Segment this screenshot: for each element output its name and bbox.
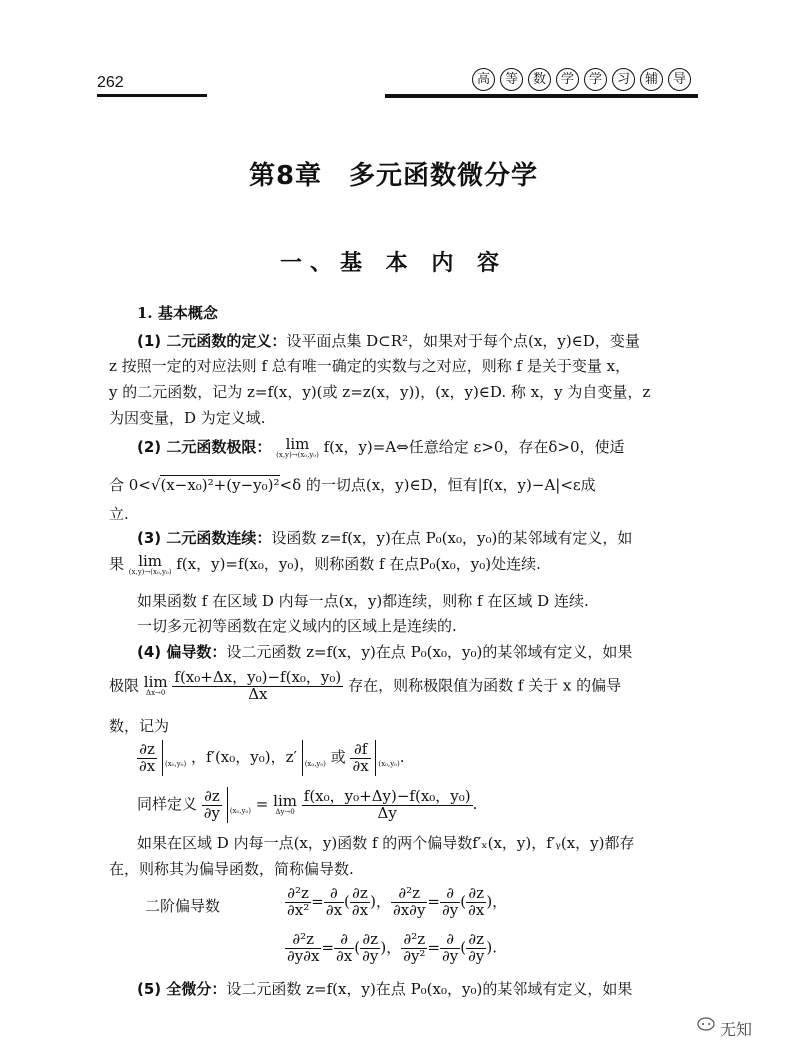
p5-line1 (137, 978, 632, 999)
frac-y-den: Δy (377, 803, 397, 822)
header-rule-right (385, 94, 698, 98)
p4-post: 存在，则称极限值为函数 f 关于 x 的偏导 (348, 676, 622, 695)
p2-post: <δ 的一切点(x，y)∈D，恒有|f(x，y)−A|<ε成 (279, 476, 596, 494)
frac-y-num: f(x₀，y₀+Δy)−f(x₀，y₀) (303, 786, 471, 805)
p3-line3: 如果函数 f 在区域 D 内每一点(x，y)都连续，则称 f 在区域 D 连续. (137, 592, 589, 610)
p3-line4: 一切多元初等函数在定义域内的区域上是连续的. (137, 617, 457, 635)
book-title-char: 导 (668, 68, 691, 91)
p1-label: (1) 二元函数的定义： (137, 332, 287, 350)
p4-limit-y: lim Δy→0 (273, 792, 297, 816)
p2-limit: lim (x,y)→(x₀,y₀) (276, 435, 319, 459)
p1-text1: 设平面点集 D⊂R²，如果对于每个点(x，y)∈D，变量 (286, 332, 640, 350)
second-order-row2: $\frac{\text{∂²z}}{\partial y\partial x}$ = $\frac{\partial}{\partial x}$ ( $\frac{\partial z}{\partial y}$ )， $\frac{\text{∂²z}}{\text{∂y²}}$ = $\frac{\partial}{\partial y}$ ( $\frac{\partial z}{\partial y}$ ). (287, 930, 497, 965)
frac-num: f(x₀+Δx，y₀)−f(x₀，y₀) (174, 668, 342, 686)
book-title-char: 习 (612, 68, 635, 91)
notation-mid: ，f′(x₀，y₀)，z′ (190, 748, 297, 766)
book-title-char: 学 (556, 68, 579, 91)
subsection-heading: 1. 基本概念 (137, 304, 218, 322)
p2-text1: f(x，y)=A⇔任意给定 ε>0，存在δ>0，使适 (323, 438, 625, 456)
p4-line5: 在，则称其为偏导函数，简称偏导数. (109, 860, 354, 878)
p2-label: (2) 二元函数极限： (137, 438, 272, 456)
watermark-text: 无知 (720, 1020, 753, 1039)
p3-line2 (109, 553, 541, 576)
p4-label: (4) 偏导数： (137, 643, 227, 661)
df-dx: $\frac{\partial f}{\partial x}$ (352, 739, 369, 775)
p1-line2: z 按照一定的对应法则 f 总有唯一确定的实数与之对应，则称 f 是关于变量 x， (109, 357, 631, 375)
p3-line1 (137, 527, 632, 548)
second-order-row1: $\frac{\text{∂²z}}{\text{∂x²}}$ = $\frac{\partial}{\partial x}$ ( $\frac{\partial z}{\partial x}$ )， $\frac{\text{∂²z}}{\partial x\partial y}$ = $\frac{\partial}{\partial y}$ ( $\frac{\partial z}{\partial x}$ )， (287, 884, 508, 919)
lim-y-sub: Δy→0 (275, 808, 295, 816)
p4-line3: 数，记为 (109, 717, 170, 735)
p4-line2 (109, 670, 621, 703)
eval-bar-4: (x₀,y₀) (227, 787, 251, 823)
p4-pre: 极限 (109, 676, 140, 695)
p3-lim-sub: (x,y)→(x₀,y₀) (128, 568, 172, 576)
book-title-header (472, 68, 696, 91)
p4-text1: 设二元函数 z=f(x，y)在点 P₀(x₀，y₀)的某邻域有定义，如果 (226, 643, 633, 661)
p4-same: 同样定义 $\frac{\partial z}{\partial y}$ (x₀,y₀) = lim Δy→0 $\frac{\text{f(x₀，y₀+Δy)−f(x₀，y₀)}}{\Delta y}$ . (137, 786, 478, 822)
book-title-char: 数 (528, 68, 551, 91)
book-title-char: 学 (584, 68, 607, 91)
chapter-title: 第8章 多元函数微分学 (248, 161, 539, 191)
p1-line3: y 的二元函数，记为 z=f(x，y)(或 z=z(x，y))，(x，y)∈D. 称 x，y 为自变量，z (109, 383, 651, 401)
sqrt-body: (x−x₀)²+(y−y₀)² (160, 476, 280, 494)
frac-den: Δx (248, 684, 268, 703)
p4-line1 (137, 641, 632, 662)
p2-line1 (137, 436, 625, 459)
p3-limit: lim (x,y)→(x₀,y₀) (128, 552, 172, 576)
notation-or: 或 (330, 748, 346, 766)
dz-dy: $\frac{\partial z}{\partial y}$ (203, 786, 221, 822)
p2-line3: 立. (109, 505, 129, 523)
eval-bar-2: (x₀,y₀) (302, 740, 326, 776)
p3-post: f(x，y)=f(x₀，y₀)，则称函数 f 在点P₀(x₀，y₀)处连续. (176, 555, 541, 573)
p4-limit (144, 675, 168, 697)
sqrt-sign: √ (150, 476, 161, 494)
chat-bubble-icon (697, 1016, 717, 1034)
section-title: 一、基 本 内 容 (280, 250, 507, 276)
p2-lim-sub: (x,y)→(x₀,y₀) (276, 451, 319, 459)
p1-line4: 为因变量，D 为定义域. (109, 409, 266, 427)
p5-label: (5) 全微分： (137, 980, 227, 998)
p2-pre: 合 0< (109, 476, 151, 494)
book-title-char: 高 (472, 68, 495, 91)
lim-word: lim (143, 673, 168, 692)
dz-dx: $\frac{\partial z}{\partial x}$ (139, 739, 156, 775)
partial-x-fraction (172, 670, 343, 703)
book-title-char: 等 (500, 68, 523, 91)
p4-notation: $\frac{\partial z}{\partial x}$ (x₀,y₀) ，f′(x₀，y₀)，z′ (x₀,y₀) 或 $\frac{\partial f}{\partial x}$ (x₀,y₀). (139, 739, 405, 775)
p3-text1: 设函数 z=f(x，y)在点 P₀(x₀，y₀)的某邻域有定义，如 (271, 529, 633, 547)
page-number: 262 (97, 74, 124, 91)
eval-bar-1: (x₀,y₀) (162, 740, 186, 776)
p4-lim-sub: Δx→0 (146, 689, 166, 698)
same-pre: 同样定义 (137, 795, 198, 813)
book-title-char: 辅 (640, 68, 663, 91)
p3-label: (3) 二元函数连续： (137, 529, 272, 547)
p1-line1 (137, 330, 640, 351)
eval-bar-3: (x₀,y₀) (375, 740, 399, 776)
second-order-label: 二阶偏导数 (145, 897, 221, 915)
header-rule-left (97, 94, 207, 97)
p2-line2 (109, 474, 596, 495)
p5-text1: 设二元函数 z=f(x，y)在点 P₀(x₀，y₀)的某邻域有定义，如果 (226, 980, 633, 998)
p4-line4: 如果在区域 D 内每一点(x，y)函数 f 的两个偏导数f′ₓ(x，y)，f′ᵧ(x，y)都存 (137, 834, 635, 852)
p3-pre: 果 (109, 555, 125, 573)
